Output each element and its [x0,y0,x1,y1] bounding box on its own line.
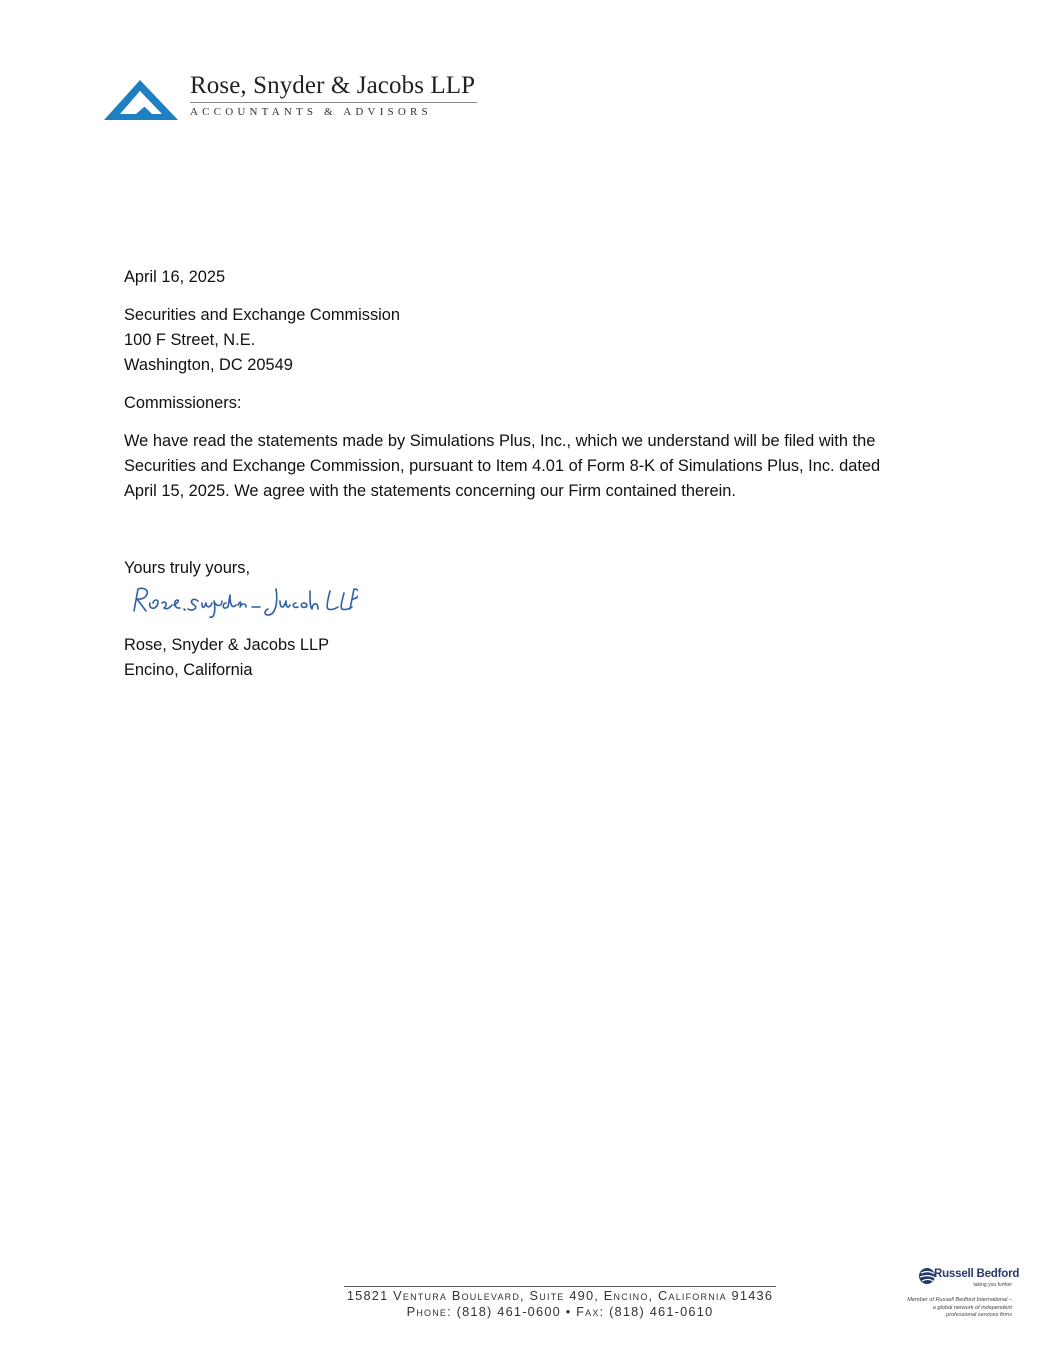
recipient-line: Securities and Exchange Commission [124,306,401,324]
network-membership [894,1266,1020,1326]
letterhead-divider [190,102,477,103]
network-name: Russell Bedford [934,1268,1020,1280]
recipient-address [124,303,934,378]
network-tagline: taking you further [973,1282,1012,1288]
member-note-line: a global network of independent [932,1304,1012,1311]
footer-divider [344,1286,776,1287]
letter-body [124,265,934,683]
body-line: April 15, 2025. We agree with the statements concerning our Firm contained therein. [124,482,736,500]
signature [124,581,934,633]
member-note-line: professional services firms [946,1312,1012,1319]
letterhead [104,72,484,122]
recipient-line: Washington, DC 20549 [124,356,293,374]
firm-logo-icon [104,78,178,120]
recipient-line: 100 F Street, N.E. [124,331,256,349]
handwritten-signature [128,581,358,621]
signer-location: Encino, California [124,661,253,679]
signer-block [124,633,934,683]
firm-tagline: ACCOUNTANTS & ADVISORS [190,106,432,118]
body-paragraph [124,429,934,504]
body-line: Securities and Exchange Commission, pursuant to Item 4.01 of Form 8-K of Simulations Plus, Inc. dated [124,457,881,475]
network-member-note [892,1297,1012,1320]
signer-name: Rose, Snyder & Jacobs LLP [124,636,329,654]
firm-name: Rose, Snyder & Jacobs LLP [190,72,476,99]
letter-date: April 16, 2025 [124,268,226,286]
body-line: We have read the statements made by Simulations Plus, Inc., which we understand will be filed with the [124,432,876,450]
footer-phone-fax: Phone: (818) 461-0600 • Fax: (818) 461-0610 [406,1304,714,1319]
member-note-line: Member of Russell Bedford International – [907,1297,1012,1303]
footer-address: 15821 Ventura Boulevard, Suite 490, Encino, California 91436 [346,1288,774,1303]
closing: Yours truly yours, [124,559,251,577]
salutation: Commissioners: [124,394,242,412]
